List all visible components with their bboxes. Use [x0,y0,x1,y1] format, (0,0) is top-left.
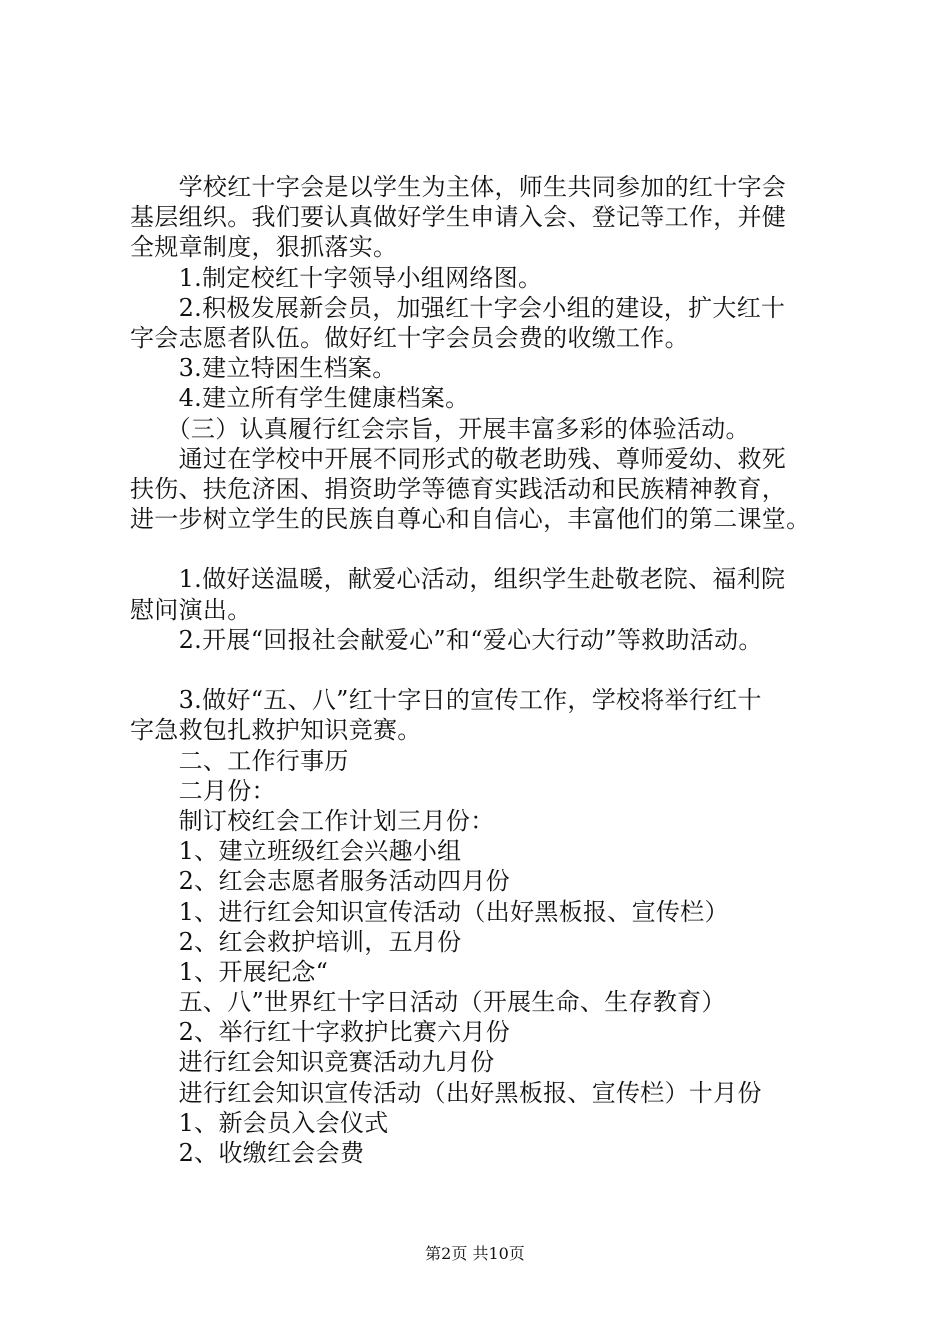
text-line: 1、开展纪念“ [130,957,329,986]
text-line: 2、收缴红会会费 [130,1139,365,1167]
text-line: 2、红会志愿者服务活动四月份 [130,867,511,896]
text-line: 二、工作行事历 [130,746,349,775]
text-line: 2、举行红十字救护比赛六月份 [130,1018,511,1047]
blank-line [130,655,850,685]
text-line: 制订校红会工作计划三月份： [130,806,495,835]
text-line: 2、红会救护培训，五月份 [130,927,462,956]
text-line: 1.制定校红十字领导小组网络图。 [130,263,543,292]
text-line: 4.建立所有学生健康档案。 [130,384,470,413]
text-line: 3.做好“五、八”红十字日的宣传工作，学校将举行红十 [130,686,762,715]
text-line: 1、建立班级红会兴趣小组 [130,837,462,866]
blank-line [130,534,850,564]
text-line: 全规章制度，狠抓落实。 [130,233,398,262]
text-line: 扶伤、扶危济困、捐资助学等德育实践活动和民族精神教育， [130,474,787,503]
text-line: 学校红十字会是以学生为主体，师生共同参加的红十字会 [130,173,787,201]
text-line: 五、八”世界红十字日活动（开展生命、生存教育） [130,988,726,1017]
body-text [130,172,850,1168]
text-line: 进一步树立学生的民族自尊心和自信心，丰富他们的第二课堂。 [130,505,811,534]
text-line: （三）认真履行红会宗旨，开展丰富多彩的体验活动。 [130,414,750,443]
text-line: 通过在学校中开展不同形式的敬老助残、尊师爱幼、救死 [130,444,787,473]
text-line: 慰问演出。 [130,595,252,624]
text-line: 3.建立特困生档案。 [130,354,397,383]
text-line: 进行红会知识宣传活动（出好黑板报、宣传栏）十月份 [130,1078,762,1107]
text-line: 1.做好送温暖，献爱心活动，组织学生赴敬老院、福利院 [130,565,786,594]
text-line: 二月份： [130,776,276,805]
text-line: 进行红会知识竞赛活动九月份 [130,1048,495,1077]
text-line: 字会志愿者队伍。做好红十字会员会费的收缴工作。 [130,323,689,352]
page-footer: 第2页 共10页 [425,1244,525,1263]
text-line: 基层组织。我们要认真做好学生申请入会、登记等工作，并健 [130,203,787,232]
text-line: 1、进行红会知识宣传活动（出好黑板报、宣传栏） [130,897,729,926]
text-line: 1、新会员入会仪式 [130,1108,389,1137]
text-line: 2.积极发展新会员，加强红十字会小组的建设，扩大红十 [130,293,786,322]
text-line: 字急救包扎救护知识竞赛。 [130,716,422,745]
text-line: 2.开展“回报社会献爱心”和“爱心大行动”等救助活动。 [130,625,763,654]
